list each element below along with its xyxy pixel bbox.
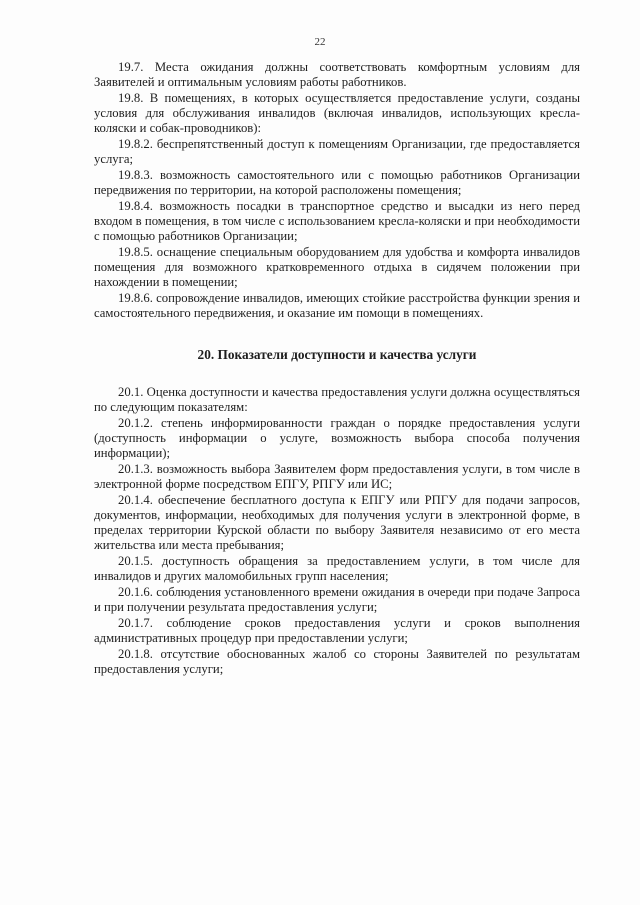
paragraph-19-8-6: 19.8.6. сопровождение инвалидов, имеющих стойкие расстройства функции зрения и самостоятельного передвижения, и оказание им помощи в помещениях. xyxy=(94,291,580,321)
paragraph-20-1-5: 20.1.5. доступность обращения за предоставлением услуги, в том числе для инвалидов и других маломобильных групп населения; xyxy=(94,553,580,584)
paragraph-19-8-4: 19.8.4. возможность посадки в транспортное средство и высадки из него перед входом в помещения, в том числе с использованием кресла-коляски и при необходимости с помощью работников Организации; xyxy=(94,198,580,244)
paragraph-20-1-3: 20.1.3. возможность выбора Заявителем форм предоставления услуги, в том числе в электронной форме посредством ЕПГУ, РПГУ или ИС; xyxy=(94,461,580,491)
paragraph-20-1-6: 20.1.6. соблюдения установленного времени ожидания в очереди при подаче Запроса и при получении результата предоставления услуги; xyxy=(94,584,580,614)
paragraph-20-1: 20.1. Оценка доступности и качества предоставления услуги должна осуществляться по следующим показателям: xyxy=(94,384,580,414)
paragraph-20-1-7: 20.1.7. соблюдение сроков предоставления услуги и сроков выполнения административных процедур при предоставлении услуги; xyxy=(94,615,580,645)
paragraph-19-7: 19.7. Места ожидания должны соответствовать комфортным условиям для Заявителей и оптимальным условиям работы работников. xyxy=(94,60,580,90)
paragraph-20-1-8: 20.1.8. отсутствие обоснованных жалоб со стороны Заявителей по результатам предоставления услуги; xyxy=(94,646,580,676)
document-body xyxy=(94,60,580,678)
page-number: 22 xyxy=(314,36,326,48)
paragraph-19-8-5: 19.8.5. оснащение специальным оборудованием для удобства и комфорта инвалидов помещения для возможного кратковременного отдыха в сидячем положении при нахождении в помещении; xyxy=(94,244,580,290)
paragraph-20-1-2: 20.1.2. степень информированности граждан о порядке предоставления услуги (доступность информации о услуге, возможность выбора способа получения информации); xyxy=(94,415,580,460)
paragraph-19-8-2: 19.8.2. беспрепятственный доступ к помещениям Организации, где предоставляется услуга; xyxy=(94,137,580,167)
paragraph-19-8: 19.8. В помещениях, в которых осуществляется предоставление услуги, созданы условия для обслуживания инвалидов (включая инвалидов, использующих кресла-коляски и собак-проводников): xyxy=(94,90,580,136)
paragraph-20-1-4: 20.1.4. обеспечение бесплатного доступа к ЕПГУ или РПГУ для подачи запросов, документов, информации, необходимых для получения услуги в электронной форме, в пределах территории Курской области по выбору Заявителя независимо от его места жительства или места пребывания; xyxy=(94,492,580,553)
section-heading: 20. Показатели доступности и качества услуги xyxy=(197,347,477,363)
paragraph-19-8-3: 19.8.3. возможность самостоятельного или с помощью работников Организации передвижения по территории, на которой расположены помещения; xyxy=(94,167,580,198)
